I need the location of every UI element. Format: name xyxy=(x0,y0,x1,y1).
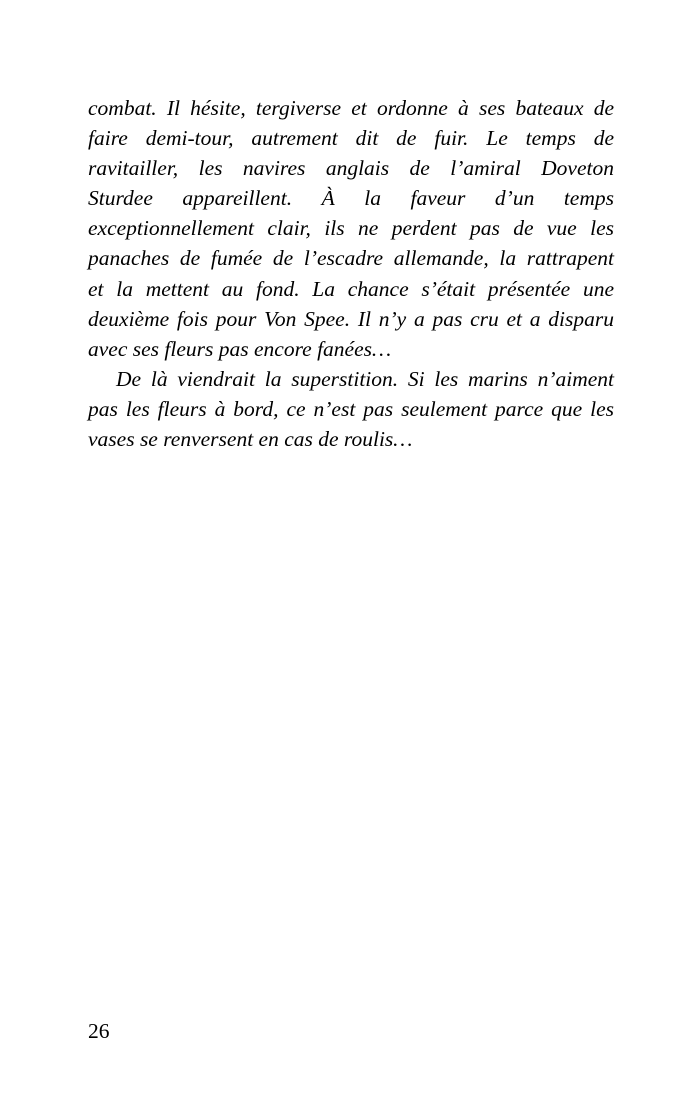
text-line: pas les fleurs à bord, ce n’est pas seulement parce que les xyxy=(88,396,614,421)
text-line: combat. Il hésite, tergiverse et ordonne à ses bateaux de xyxy=(88,96,614,120)
text-line: deuxième fois pour Von Spee. Il n’y a pas cru et a disparu xyxy=(88,306,614,331)
text-line: Sturdee appareillent. À la faveur d’un temps xyxy=(88,186,614,211)
text-line: et la mettent au fond. La chance s’était présentée une xyxy=(88,276,614,301)
paragraph-1 xyxy=(88,93,614,364)
text-line: ravitailler, les navires anglais de l’amiral Doveton xyxy=(88,156,614,181)
paragraph-2 xyxy=(88,364,614,454)
text-line: De là viendrait la superstition. Si les marins n’aiment xyxy=(116,366,614,391)
text-line: avec ses fleurs pas encore fanées… xyxy=(88,336,392,361)
page-number: 26 xyxy=(88,1019,110,1043)
text-line: exceptionnellement clair, ils ne perdent pas de vue les xyxy=(88,216,614,241)
text-line: panaches de fumée de l’escadre allemande, la rattrapent xyxy=(88,246,614,271)
text-line: faire demi-tour, autrement dit de fuir. Le temps de xyxy=(88,126,614,151)
body-text xyxy=(88,93,614,454)
text-line: vases se renversent en cas de roulis… xyxy=(88,427,413,452)
